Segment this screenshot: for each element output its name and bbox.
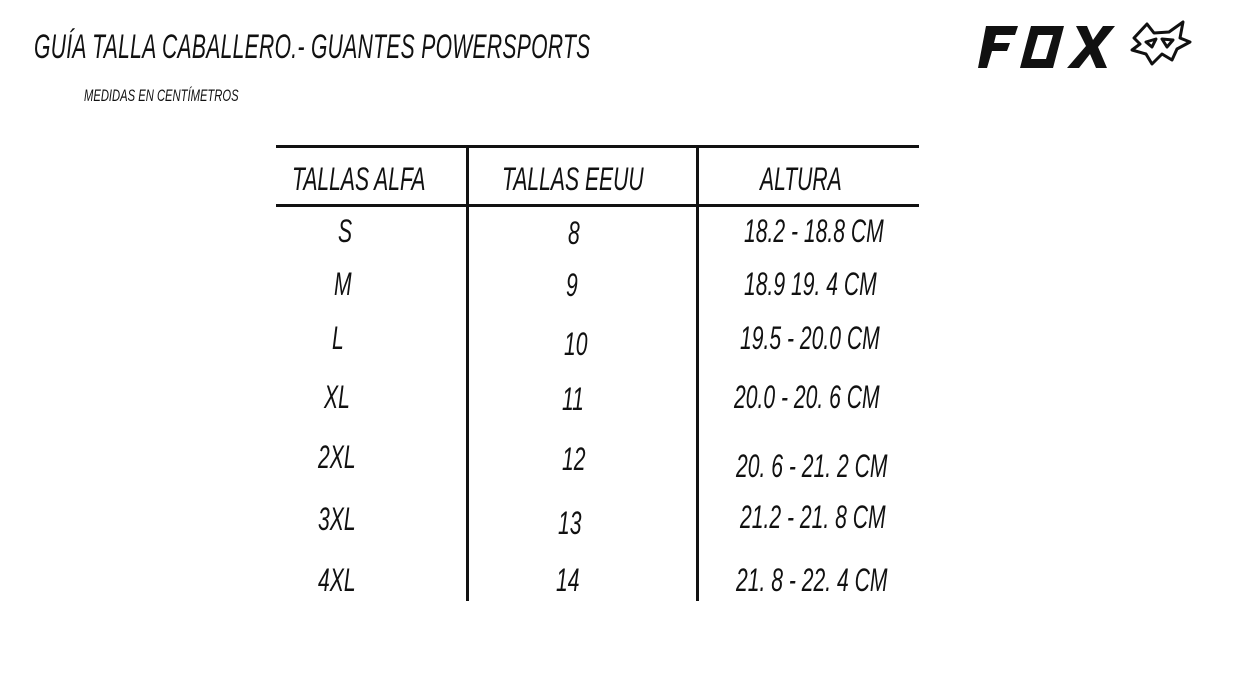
logo-letter-x [1067,26,1115,68]
cell-length: 21.2 - 21. 8 CM [740,499,886,535]
cell-us-size: 12 [562,441,586,477]
cell-alpha-size: M [334,266,352,302]
cell-alpha-size: XL [324,379,350,415]
cell-length: 20.0 - 20. 6 CM [734,379,880,415]
cell-alpha-size: S [338,213,353,249]
column-header-us: TALLAS EEUU [502,161,644,197]
cell-length: 20. 6 - 21. 2 CM [736,448,888,484]
cell-length: 19.5 - 20.0 CM [740,320,880,356]
logo-letter-f [978,26,1018,68]
fox-head-icon [1132,22,1190,64]
cell-us-size: 10 [564,326,588,362]
table-top-rule [276,145,919,148]
size-table [276,145,919,601]
column-header-alpha: TALLAS ALFA [292,161,426,197]
cell-alpha-size: 3XL [318,501,356,537]
cell-length: 21. 8 - 22. 4 CM [736,562,888,598]
page-subtitle: MEDIDAS EN CENTÍMETROS [84,86,239,105]
cell-us-size: 13 [558,505,582,541]
cell-us-size: 9 [566,267,578,303]
cell-alpha-size: L [332,320,344,356]
cell-us-size: 14 [556,562,580,598]
fox-logo [976,16,1212,76]
logo-letter-o [1020,26,1064,68]
page-title: GUÍA TALLA CABALLERO.- GUANTES POWERSPORTS [34,28,591,66]
column-divider-2 [696,145,699,601]
cell-alpha-size: 2XL [318,439,356,475]
cell-us-size: 8 [568,215,580,251]
table-header-rule [276,204,919,207]
cell-alpha-size: 4XL [318,562,356,598]
cell-length: 18.2 - 18.8 CM [744,213,884,249]
column-header-length: ALTURA [760,161,842,197]
cell-us-size: 11 [562,381,584,417]
column-divider-1 [466,145,469,601]
cell-length: 18.9 19. 4 CM [744,266,877,302]
